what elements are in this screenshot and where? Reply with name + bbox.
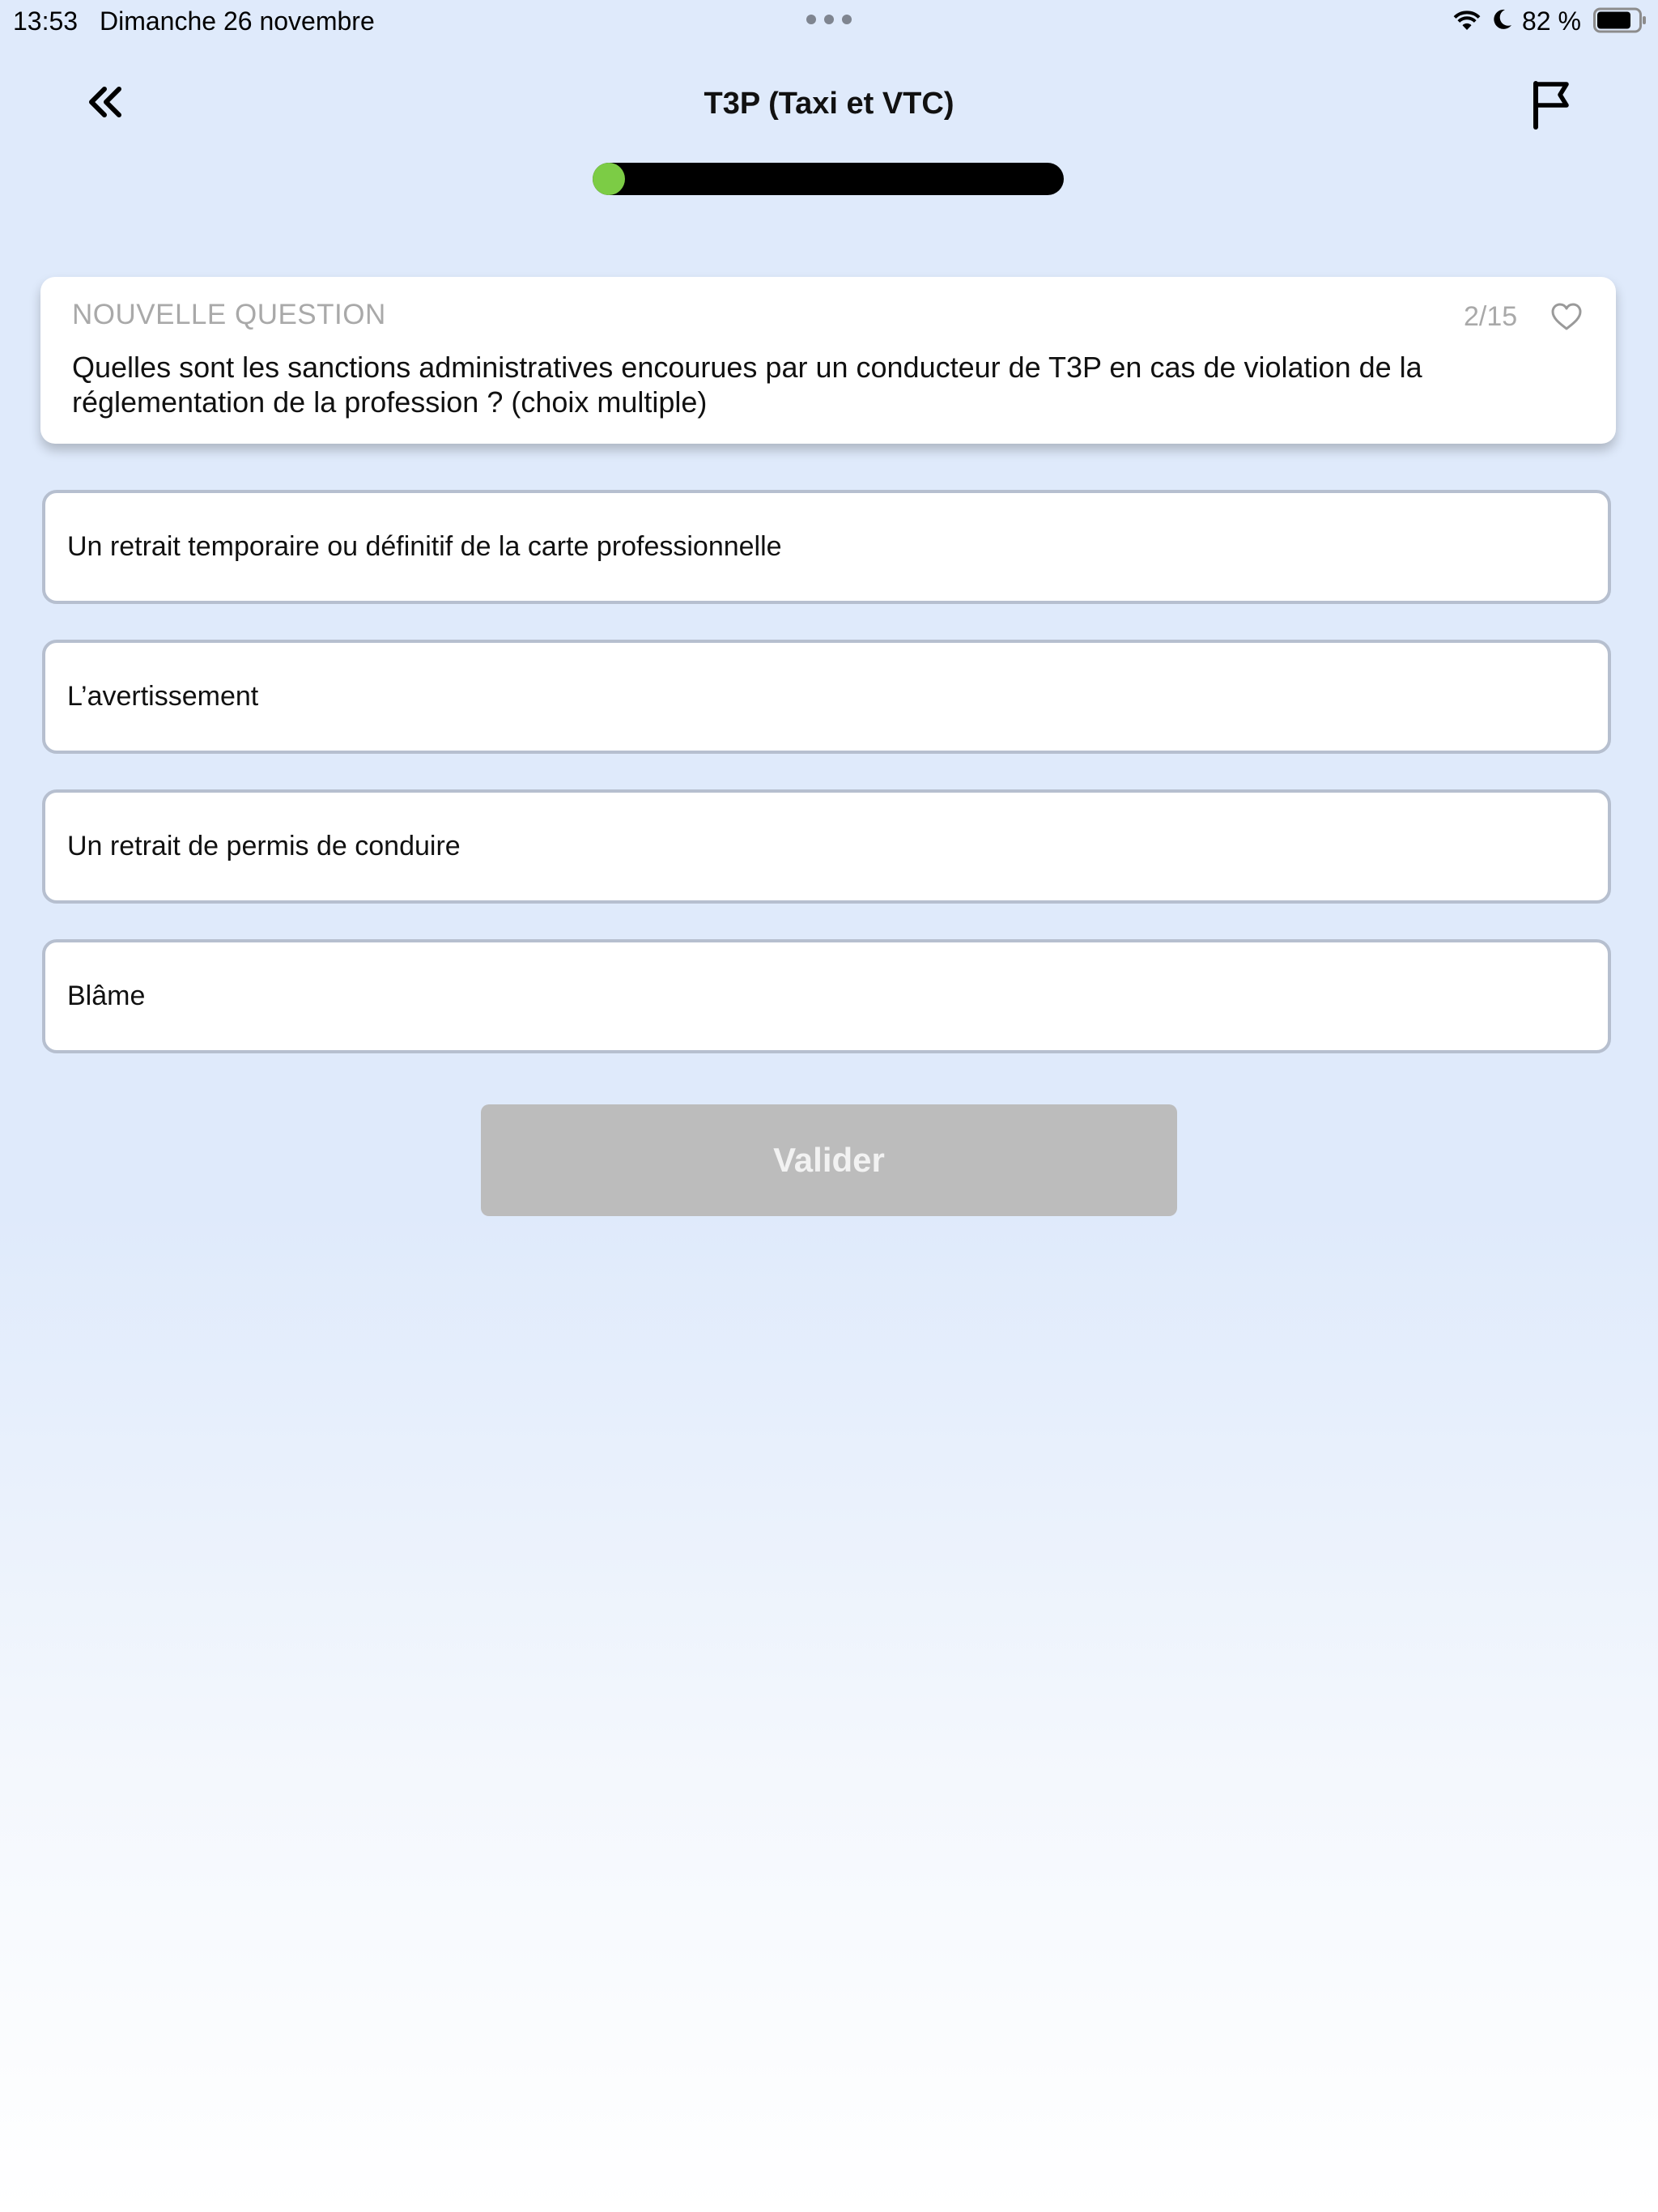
double-chevron-left-icon xyxy=(87,86,124,118)
back-button[interactable] xyxy=(81,78,130,126)
question-card xyxy=(40,277,1616,444)
favorite-button[interactable] xyxy=(1550,300,1584,334)
heart-outline-icon xyxy=(1550,302,1583,331)
quiz-progress-bar xyxy=(593,163,1064,195)
answer-label: Un retrait temporaire ou définitif de la carte professionnelle xyxy=(67,531,782,562)
question-kicker: NOUVELLE QUESTION xyxy=(72,299,386,330)
multitasking-dots-icon[interactable] xyxy=(806,15,852,26)
answer-option[interactable] xyxy=(42,939,1611,1053)
answer-option[interactable] xyxy=(42,640,1611,754)
answer-label: L’avertissement xyxy=(67,681,259,712)
status-time: 13:53 xyxy=(13,6,79,36)
status-date: Dimanche 26 novembre xyxy=(100,6,375,36)
answer-option[interactable] xyxy=(42,789,1611,904)
validate-button[interactable] xyxy=(481,1104,1177,1216)
question-counter: 2/15 xyxy=(1464,301,1518,332)
quiz-progress-fill xyxy=(593,163,625,195)
wifi-icon xyxy=(1453,8,1481,32)
report-question-button[interactable] xyxy=(1525,76,1579,133)
flag-icon xyxy=(1529,79,1575,130)
battery-icon xyxy=(1593,7,1647,33)
validate-label: Valider xyxy=(773,1141,885,1179)
question-text: Quelles sont les sanctions administratives encourues par un conducteur de T3P en cas de violation de la réglementation de la profession ? (choix multiple) xyxy=(72,351,1422,419)
answer-label: Blâme xyxy=(67,981,146,1011)
page-title: T3P (Taxi et VTC) xyxy=(704,87,954,121)
answer-option[interactable] xyxy=(42,490,1611,604)
battery-percent: 82 % xyxy=(1522,6,1581,36)
status-bar xyxy=(0,0,1658,40)
answer-label: Un retrait de permis de conduire xyxy=(67,831,461,861)
moon-icon xyxy=(1490,7,1513,32)
